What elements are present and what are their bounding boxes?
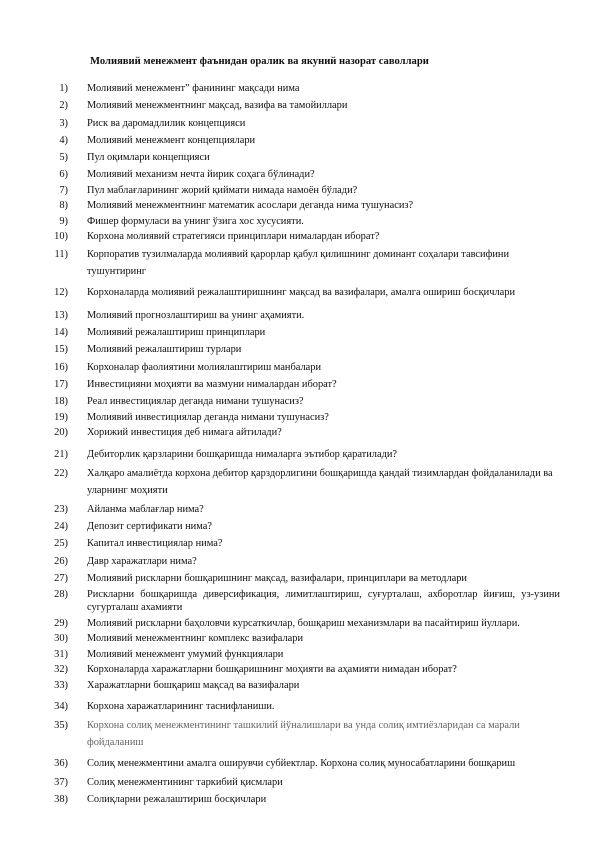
item-text: Молиявий менежментнинг мақсад, вазифа ва тамойиллари	[87, 100, 348, 112]
item-text: Пул оқимлари концепцияси	[87, 152, 210, 164]
item-number: 36)	[54, 758, 68, 770]
item-number: 24)	[54, 521, 68, 533]
list-item	[40, 448, 560, 462]
list-item	[40, 555, 560, 569]
list-item	[40, 572, 560, 586]
list-item	[40, 326, 560, 340]
item-text: Корхона солиқ менежментининг ташкилий йўналишлари ва унда солиқ имтиёзларидан са марали фойдаланиш	[87, 720, 520, 749]
item-number: 28)	[54, 588, 68, 600]
item-number: 11)	[54, 248, 68, 260]
item-text: Молиявий менежмент” фанининг мақсади нима	[87, 83, 300, 94]
item-number: 29)	[54, 617, 68, 629]
item-number: 17)	[54, 378, 68, 390]
item-text: Депозит сертификати нима?	[87, 521, 212, 533]
item-text: Молиявий менежмент концепциялари	[87, 134, 256, 146]
item-text: Молиявий инвестициялар деганда нимани тушунасиз?	[87, 411, 329, 423]
item-number: 12)	[54, 286, 68, 298]
item-text: Халқаро амалиётда корхона дебитор қарздорлигини бошқаришда қандай тизимлардан фойдаланилади ва уларнинг моҳияти	[87, 468, 553, 497]
item-number: 20)	[54, 427, 68, 439]
list-item	[40, 465, 560, 499]
list-item	[40, 776, 560, 790]
item-number: 31)	[54, 648, 68, 660]
item-text: Фишер формуласи ва унинг ўзига хос хусусияти.	[87, 215, 304, 227]
item-number: 10)	[54, 231, 68, 243]
item-number: 15)	[54, 344, 68, 356]
item-text: Молиявий прогнозлаштириш ва унинг аҳамияти.	[87, 309, 305, 321]
item-text: Корпоратив тузилмаларда молиявий қарорлар қабул қилишнинг доминант соҳалари тавсифини тушунтиринг	[87, 248, 510, 277]
list-item	[40, 679, 560, 693]
item-text: Харажатларни бошқариш мақсад ва вазифалари	[87, 679, 300, 691]
item-text: Корхона молиявий стратегияси принциплари нималардан иборат?	[87, 231, 380, 243]
list-item	[40, 99, 560, 113]
list-item	[40, 793, 560, 807]
item-number: 9)	[59, 215, 68, 227]
item-number: 14)	[54, 327, 68, 339]
list-item	[40, 663, 560, 677]
item-text: Солиқларни режалаштириш босқичлари	[87, 794, 267, 806]
item-number: 30)	[54, 633, 68, 645]
item-text: Корхоналар фаолиятини молиялаштириш манбалари	[87, 361, 322, 373]
item-text: Молиявий режалаштириш принциплари	[87, 327, 266, 339]
item-text: Дебиторлик қарзларини бошқаришда нималарга эътибор қаратилади?	[87, 448, 398, 460]
list-item	[40, 700, 560, 714]
item-number: 2)	[59, 100, 68, 112]
list-item	[40, 184, 560, 198]
item-text: Рискларни бошқаришда диверсификация, лимитлаштириш, суғурталаш, ахборотлар йиғиш, уз-узини сугурталаш ахамияти	[87, 588, 560, 614]
item-text: Капитал инвестициялар нима?	[87, 538, 223, 550]
list-item	[40, 426, 560, 440]
item-number: 34)	[54, 701, 68, 713]
item-text: Инвестицияни моҳияти ва мазмуни нималардан иборат?	[87, 378, 337, 390]
item-text: Солиқ менежментининг таркибий қисмлари	[87, 776, 283, 788]
item-number: 3)	[59, 117, 68, 129]
item-number: 37)	[54, 776, 68, 788]
item-text: Корхоналарда молиявий режалаштиришнинг мақсад ва вазифалари, амалга ошириш босқичлари	[87, 286, 516, 298]
item-text: Молиявий рискларни бошқаришнинг мақсад, вазифалари, принциплари ва методлари	[87, 573, 467, 585]
list-item	[40, 199, 560, 213]
list-item	[40, 755, 560, 772]
item-number: 35)	[54, 720, 68, 732]
list-item	[40, 82, 560, 96]
item-text: Риск ва даромадлилик концепцияси	[87, 117, 246, 129]
list-item	[40, 151, 560, 165]
list-item	[40, 168, 560, 182]
item-number: 5)	[59, 152, 68, 164]
list-item	[40, 134, 560, 148]
item-number: 25)	[54, 538, 68, 550]
list-item	[40, 343, 560, 357]
item-text: Молиявий режалаштириш турлари	[87, 344, 242, 356]
list-item	[40, 378, 560, 392]
item-text: Молиявий механизм нечта йирик соҳага бўлинади?	[87, 169, 315, 181]
item-number: 33)	[54, 679, 68, 691]
item-number: 6)	[59, 169, 68, 181]
item-number: 27)	[54, 573, 68, 585]
question-list	[40, 82, 560, 811]
item-number: 1)	[59, 83, 68, 94]
item-number: 19)	[54, 411, 68, 423]
item-text: Молиявий рискларни баҳоловчи курсаткичлар, бошқариш механизмлари ва пасайтириш йуллари.	[87, 617, 520, 629]
item-number: 23)	[54, 503, 68, 515]
list-item	[40, 503, 560, 517]
list-item	[40, 117, 560, 131]
item-number: 7)	[59, 184, 68, 196]
item-number: 38)	[54, 794, 68, 806]
list-item	[40, 537, 560, 551]
list-item	[40, 230, 560, 244]
item-text: Реал инвестициялар деганда нимани тушунасиз?	[87, 396, 304, 408]
list-item	[40, 246, 560, 280]
item-text: Молиявий менежментнинг математик асослари деганда нима тушунасиз?	[87, 200, 414, 212]
item-number: 18)	[54, 396, 68, 408]
item-text: Корхоналарда харажатларни бошқаришнинг моҳияти ва аҳамияти нимадан иборат?	[87, 664, 457, 676]
item-text: Давр харажатлари нима?	[87, 555, 197, 567]
item-number: 16)	[54, 361, 68, 373]
list-item	[40, 284, 560, 301]
list-item	[40, 632, 560, 646]
item-text: Солиқ менежментини амалга оширувчи субйектлар. Корхона солиқ муносабатларини бошқариш	[87, 758, 516, 770]
item-text: Хорижий инвестиция деб нимага айтилади?	[87, 427, 282, 439]
item-number: 21)	[54, 448, 68, 460]
list-item	[40, 411, 560, 425]
list-item	[40, 717, 560, 751]
list-item	[40, 395, 560, 409]
list-item	[40, 361, 560, 375]
item-text: Корхона харажатларининг таснифланиши.	[87, 701, 275, 713]
list-item	[40, 588, 560, 615]
item-number: 22)	[54, 468, 68, 480]
item-text: Айланма маблағлар нима?	[87, 503, 204, 515]
item-number: 32)	[54, 664, 68, 676]
item-text: Пул маблағларининг жорий қиймати нимада намоён бўлади?	[87, 184, 358, 196]
item-text: Молиявий менежмент умумий функциялари	[87, 648, 284, 660]
item-number: 26)	[54, 555, 68, 567]
list-item	[40, 648, 560, 662]
list-item	[40, 215, 560, 229]
page-title: Молиявий менежмент фаънидан оралик ва якуний назорат саволлари	[90, 56, 429, 67]
list-item	[40, 617, 560, 631]
item-text: Молиявий менежментнинг комплекс вазифалари	[87, 633, 304, 645]
list-item	[40, 309, 560, 323]
item-number: 4)	[59, 134, 68, 146]
item-number: 8)	[59, 200, 68, 212]
item-number: 13)	[54, 309, 68, 321]
list-item	[40, 520, 560, 534]
